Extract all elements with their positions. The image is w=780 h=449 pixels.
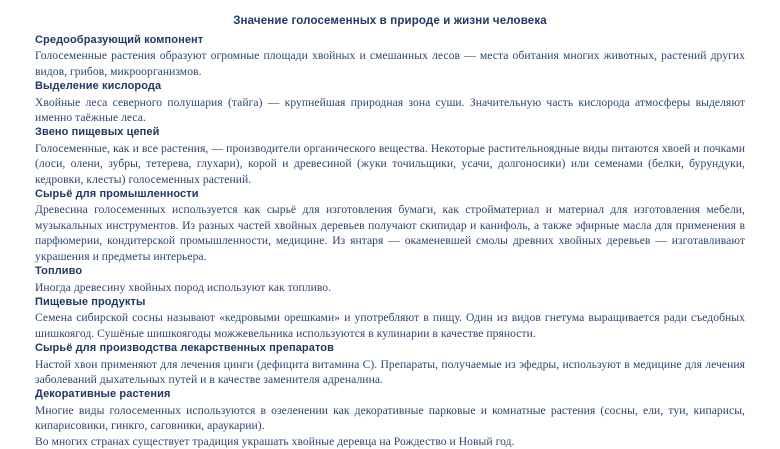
section-heading: Пищевые продукты	[35, 295, 146, 308]
section-body: Семена сибирской сосны называют «кедровыми орешками» и употребляют в пищу. Один из видов гнетума выращивается ради съедобных шишкоягод. Сушёные шишкоягоды можжевельника используются в кулинарии в качестве пряности.	[35, 311, 745, 340]
section-heading: Сырьё для производства лекарственных препаратов	[35, 342, 334, 355]
section-body: Голосеменные растения образуют огромные площади хвойных и смешанных лесов — места обитания многих животных, растений других видов, грибов, микроорганизмов.	[35, 49, 745, 78]
page-title: Значение голосеменных в природе и жизни человека	[233, 15, 547, 27]
section-heading: Декоративные растения	[35, 388, 171, 401]
closing-paragraph: Во многих странах существует традиция украшать хвойные деревца на Рождество и Новый год.	[35, 434, 515, 448]
section-body: Хвойные леса северного полушария (тайга) — крупнейшая природная зона суши. Значительную часть кислорода атмосферы выделяют именно таёжные леса.	[35, 95, 745, 125]
section-syrye-dlya-lekarstvennyh-preparatov	[35, 341, 745, 387]
section-body: Древесина голосеменных используется как сырьё для изготовления бумаги, как стройматериал и материал для изготовления мебели, музыкальных инструментов. Из разных частей хвойных деревьев получают скипидар и канифоль, а также эфирные масла для применения в парфюмерии, кондитерской промышленности, медицине. Из янтаря — окаменевшей смолы древних хвойных деревьев — изготавливают украшения и предметы интерьера.	[35, 203, 745, 263]
section-zveno-pishchevyh-tsepey	[35, 125, 745, 187]
section-toplivo	[35, 264, 745, 295]
section-heading: Средообразующий компонент	[35, 34, 204, 46]
section-heading: Сырьё для промышленности	[35, 188, 199, 201]
section-body: Иногда древесину хвойных пород используют как топливо.	[35, 280, 332, 294]
section-syrye-dlya-promyshlennosti	[35, 187, 745, 264]
section-sredoobrazuyushchiy-komponent	[35, 33, 745, 79]
section-body: Многие виды голосеменных используются в озеленении как декоративные парковые и комнатные растения (сосны, ели, туи, кипарисы, кипарисовики, гинкго, саговники, араукарии).	[35, 403, 745, 433]
section-vydelenie-kisloroda	[35, 79, 745, 125]
section-heading: Топливо	[35, 265, 83, 278]
section-body: Настой хвои применяют для лечения цинги (дефицита витамина C). Препараты, получаемые из эфедры, используют в медицине для лечения заболеваний дыхательных путей и в качестве заменителя адреналина.	[35, 357, 745, 386]
section-pishchevye-produkty	[35, 295, 745, 341]
section-heading: Звено пищевых цепей	[35, 126, 160, 139]
section-dekorativnye-rasteniya	[35, 387, 745, 433]
section-body: Голосеменные, как и все растения, — производители органического вещества. Некоторые растительноядные виды питаются хвоей и почками (лоси, олени, зубры, тетерева, глухари), корой и древесиной (жуки точильщики, усачи, долгоносики) или семенами (белки, бурундуки, кедровки, клесты) голосеменных растений.	[35, 141, 745, 186]
section-heading: Выделение кислорода	[35, 80, 162, 93]
